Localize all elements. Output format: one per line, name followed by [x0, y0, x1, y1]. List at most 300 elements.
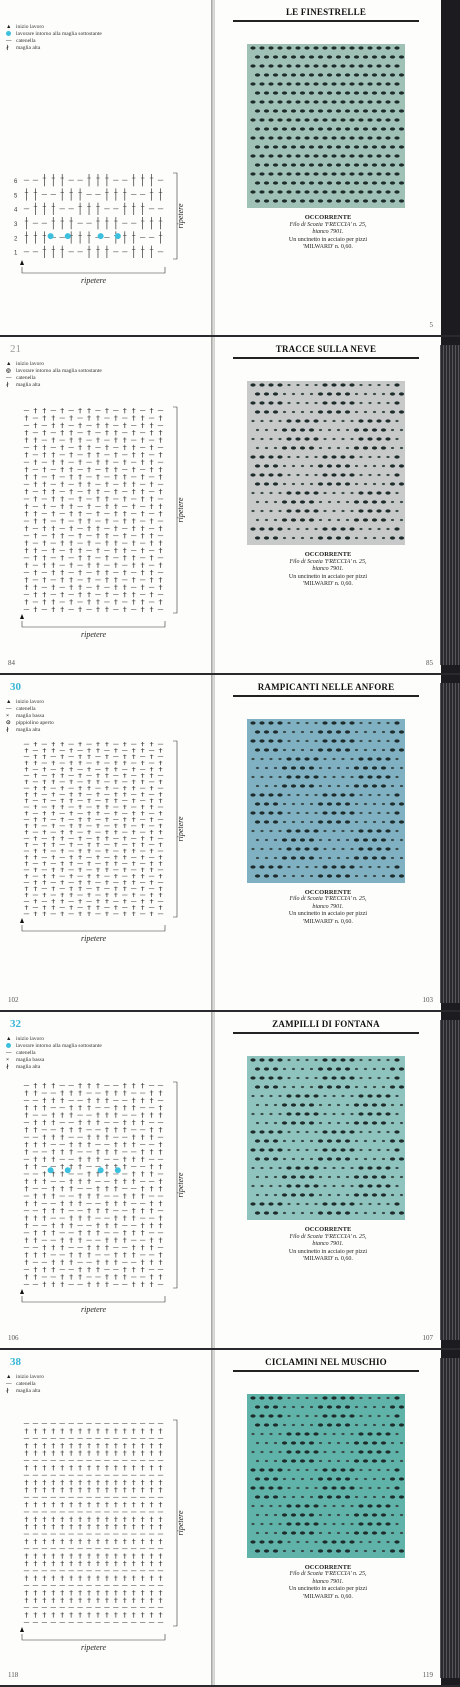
lace-hole: [331, 172, 336, 175]
lace-hole: [323, 1167, 326, 1169]
lace-hole: [354, 163, 359, 166]
lace-hole: [278, 848, 281, 850]
lace-hole: [260, 420, 263, 422]
lace-hole: [349, 474, 354, 477]
lace-hole: [319, 1531, 322, 1533]
lace-hole: [291, 163, 296, 166]
lace-hole: [277, 1468, 282, 1471]
lace-hole: [372, 1441, 377, 1444]
lace-hole: [296, 456, 299, 458]
lace-hole: [323, 848, 326, 850]
lace-hole: [322, 1468, 327, 1471]
lace-hole: [336, 1212, 341, 1215]
lace-hole: [336, 748, 341, 751]
lace-hole: [349, 402, 354, 405]
page-edges: [440, 1358, 460, 1678]
lace-hole: [358, 1095, 363, 1098]
lace-hole: [336, 411, 341, 414]
lace-hole: [301, 1086, 304, 1088]
lace-hole: [282, 127, 287, 130]
lace-hole: [256, 839, 259, 841]
lace-hole: [300, 447, 305, 450]
materials-block: [243, 1564, 413, 1602]
lace-hole: [286, 1167, 291, 1170]
lace-hole: [323, 492, 326, 494]
lace-hole: [328, 1104, 331, 1106]
lace-hole: [268, 1131, 273, 1134]
materials-heading: OCCORRENTE: [304, 1563, 352, 1571]
repeat-label-vertical: ripetere: [176, 497, 185, 523]
lace-hole: [355, 1068, 358, 1070]
lace-hole: [332, 1450, 335, 1452]
lace-hole: [278, 1113, 281, 1115]
lace-hole: [282, 1122, 287, 1125]
lace-hole: [394, 46, 399, 49]
lace-hole: [377, 1131, 380, 1133]
lace-hole: [376, 847, 381, 850]
lace-hole: [367, 1450, 372, 1453]
lace-hole: [350, 438, 353, 440]
lace-hole: [394, 172, 399, 175]
legend-label: lavorare intorno alla maglia sottostante: [16, 1043, 102, 1050]
lace-hole: [363, 127, 368, 130]
legend-label: inizio lavoro: [16, 1036, 44, 1043]
lace-hole: [286, 829, 291, 832]
lace-hole: [291, 1194, 296, 1197]
lace-hole: [359, 1486, 362, 1488]
lace-hole: [382, 1068, 385, 1070]
swatch-svg: [247, 44, 405, 208]
lace-hole: [301, 465, 304, 467]
lace-hole: [345, 483, 350, 486]
lace-hole: [394, 739, 399, 742]
lace-hole: [327, 537, 332, 540]
materials-block: [243, 214, 413, 252]
lace-hole: [355, 1549, 358, 1551]
lace-hole: [355, 731, 358, 733]
lace-hole: [273, 874, 278, 877]
lace-hole: [337, 1513, 340, 1515]
lace-hole: [295, 829, 300, 832]
lace-hole: [304, 492, 309, 495]
legend-item: [6, 1388, 44, 1395]
lace-hole: [399, 181, 404, 184]
lace-hole: [349, 118, 354, 121]
lace-hole: [310, 1140, 313, 1142]
lace-hole: [368, 740, 371, 742]
lace-hole: [390, 91, 395, 94]
lace-hole: [256, 1441, 259, 1443]
lace-hole: [305, 1414, 308, 1416]
crochet-chart: [14, 1074, 187, 1314]
lace-hole: [318, 483, 323, 486]
lace-hole: [259, 1540, 264, 1543]
lace-hole: [268, 46, 273, 49]
lace-hole: [295, 1522, 300, 1525]
lace-hole: [332, 1185, 335, 1187]
lace-hole: [367, 64, 372, 67]
lace-hole: [368, 1203, 371, 1205]
left-page-number: 84: [8, 658, 15, 667]
lace-hole: [367, 438, 372, 441]
lace-hole: [264, 730, 269, 733]
lace-hole: [274, 857, 277, 859]
lace-hole: [304, 118, 309, 121]
lace-hole: [395, 1522, 398, 1524]
lace-hole: [368, 866, 371, 868]
lace-hole: [377, 1468, 380, 1470]
lace-hole: [292, 821, 295, 823]
lace-hole: [301, 393, 304, 395]
lace-hole: [264, 145, 269, 148]
lace-hole: [295, 847, 300, 850]
lace-hole: [376, 172, 381, 175]
lace-hole: [313, 136, 318, 139]
lace-hole: [255, 393, 260, 396]
lace-hole: [259, 865, 264, 868]
lace-hole: [390, 1477, 395, 1480]
left-page: [0, 1350, 212, 1685]
lace-hole: [268, 82, 273, 85]
lace-hole: [382, 465, 385, 467]
lace-hole: [355, 411, 358, 413]
lace-hole: [364, 1086, 367, 1088]
lace-hole: [350, 830, 353, 832]
lace-hole: [277, 1540, 282, 1543]
lace-hole: [269, 420, 272, 422]
lace-hole: [346, 1194, 349, 1196]
lace-hole: [350, 1185, 353, 1187]
lace-hole: [291, 856, 296, 859]
lace-hole: [331, 739, 336, 742]
materials-line: Filo di Scozia 'FRECCIA' n. 25,: [289, 1233, 367, 1240]
lace-hole: [304, 46, 309, 49]
lace-hole: [304, 438, 309, 441]
lace-hole: [340, 136, 345, 139]
lace-hole: [322, 118, 327, 121]
lace-hole: [314, 528, 317, 530]
lace-hole: [269, 1450, 272, 1452]
lace-hole: [313, 492, 318, 495]
lace-hole: [382, 483, 385, 485]
lace-hole: [323, 1504, 326, 1506]
lace-hole: [305, 1149, 308, 1151]
lace-hole: [373, 1140, 376, 1142]
lace-hole: [291, 127, 296, 130]
lace-hole: [340, 46, 345, 49]
lace-hole: [318, 55, 323, 58]
lace-hole: [391, 1441, 394, 1443]
lace-hole: [310, 803, 313, 805]
lace-hole: [327, 199, 332, 202]
lace-hole: [323, 1522, 326, 1524]
lace-hole: [259, 1149, 264, 1152]
lace-hole: [250, 865, 255, 868]
lace-hole: [264, 55, 269, 58]
lace-hole: [291, 429, 296, 432]
lace-hole: [358, 1167, 363, 1170]
lace-hole: [345, 1212, 350, 1215]
lace-hole: [260, 510, 263, 512]
legend-symbol: ∤: [6, 382, 9, 389]
lace-hole: [399, 393, 404, 396]
legend-item: [6, 1374, 44, 1381]
lace-hole: [251, 1185, 254, 1187]
lace-hole: [318, 465, 323, 468]
lace-hole: [265, 767, 268, 769]
lace-hole: [323, 776, 326, 778]
row-number: 6: [14, 179, 18, 186]
lace-hole: [309, 1459, 314, 1462]
lace-hole: [349, 82, 354, 85]
lace-hole: [373, 749, 376, 751]
legend-item: [6, 361, 102, 368]
lace-hole: [332, 758, 335, 760]
lace-hole: [346, 1176, 349, 1178]
left-page: [0, 1012, 212, 1347]
lace-hole: [390, 55, 395, 58]
lace-hole: [304, 1522, 309, 1525]
lace-hole: [376, 1185, 381, 1188]
lace-hole: [381, 519, 386, 522]
lace-swatch-photo: [247, 1056, 405, 1220]
legend-label: catenella: [16, 705, 36, 712]
legend-item: [6, 1381, 44, 1388]
lace-hole: [363, 1176, 368, 1179]
lace-hole: [259, 474, 264, 477]
lace-hole: [305, 1486, 308, 1488]
lace-hole: [260, 1185, 263, 1187]
lace-hole: [286, 118, 291, 121]
lace-hole: [394, 1059, 399, 1062]
lace-hole: [337, 1194, 340, 1196]
lace-hole: [274, 1513, 277, 1515]
lace-hole: [318, 127, 323, 130]
lace-hole: [304, 82, 309, 85]
lace-hole: [292, 1086, 295, 1088]
lace-hole: [322, 528, 327, 531]
lace-hole: [350, 848, 353, 850]
lace-hole: [400, 1531, 403, 1533]
lace-hole: [318, 1140, 323, 1143]
lace-hole: [282, 766, 287, 769]
lace-hole: [373, 1212, 376, 1214]
lace-hole: [337, 501, 340, 503]
lace-hole: [286, 1504, 291, 1507]
lace-hole: [301, 1477, 304, 1479]
lace-hole: [358, 1432, 363, 1435]
lace-hole: [322, 1131, 327, 1134]
lace-hole: [318, 1086, 323, 1089]
lace-hole: [314, 384, 317, 386]
lace-hole: [367, 510, 372, 513]
legend-symbol: ∤: [6, 1387, 9, 1394]
lace-hole: [381, 109, 386, 112]
lace-hole: [269, 438, 272, 440]
lace-hole: [277, 811, 282, 814]
lace-hole: [255, 145, 260, 148]
lace-hole: [287, 866, 290, 868]
lace-hole: [277, 1414, 282, 1417]
lace-hole: [399, 55, 404, 58]
lace-hole: [391, 519, 394, 521]
lace-hole: [345, 145, 350, 148]
lace-hole: [256, 1194, 259, 1196]
lace-hole: [394, 1203, 399, 1206]
lace-hole: [386, 1149, 389, 1151]
lace-hole: [363, 73, 368, 76]
legend-symbol: —: [6, 375, 12, 382]
materials-line: Un uncinetto in acciaio per pizzi: [288, 1586, 368, 1593]
lace-hole: [250, 811, 255, 814]
lace-hole: [251, 776, 254, 778]
lace-hole: [255, 199, 260, 202]
lace-hole: [350, 1095, 353, 1097]
lace-hole: [295, 1504, 300, 1507]
lace-hole: [358, 172, 363, 175]
lace-hole: [260, 1432, 263, 1434]
lace-hole: [304, 829, 309, 832]
lace-hole: [367, 757, 372, 760]
lace-hole: [265, 447, 268, 449]
lace-hole: [376, 100, 381, 103]
lace-hole: [287, 456, 290, 458]
lace-hole: [328, 501, 331, 503]
lace-hole: [376, 1167, 381, 1170]
lace-hole: [386, 1059, 389, 1061]
lace-hole: [310, 1212, 313, 1214]
lace-hole: [341, 776, 344, 778]
left-page: [0, 337, 212, 672]
lace-hole: [328, 1441, 331, 1443]
lace-hole: [368, 456, 371, 458]
lace-hole: [295, 46, 300, 49]
lace-hole: [377, 1486, 380, 1488]
lace-hole: [259, 721, 264, 724]
lace-hole: [363, 1459, 368, 1462]
lace-hole: [273, 537, 278, 540]
lace-hole: [381, 55, 386, 58]
lace-hole: [273, 1495, 278, 1498]
lace-hole: [268, 172, 273, 175]
lace-hole: [390, 73, 395, 76]
lace-hole: [331, 1540, 336, 1543]
lace-hole: [355, 1423, 358, 1425]
lace-hole: [283, 1423, 286, 1425]
lace-hole: [322, 1540, 327, 1543]
lace-hole: [322, 402, 327, 405]
legend-label: inizio lavoro: [16, 698, 44, 705]
lace-hole: [283, 1405, 286, 1407]
lace-hole: [250, 474, 255, 477]
lace-hole: [255, 91, 260, 94]
lace-hole: [309, 519, 314, 522]
lace-hole: [256, 1176, 259, 1178]
repeat-bracket: [22, 267, 165, 273]
lace-hole: [350, 758, 353, 760]
lace-hole: [295, 438, 300, 441]
lace-hole: [300, 199, 305, 202]
lace-hole: [354, 199, 359, 202]
book-spread: [0, 0, 460, 335]
legend-label: maglia alta: [16, 726, 41, 733]
lace-hole: [305, 794, 308, 796]
legend-item: [6, 368, 102, 375]
lace-hole: [400, 1194, 403, 1196]
lace-hole: [336, 537, 341, 540]
right-page: [214, 675, 441, 1010]
lace-hole: [394, 1077, 399, 1080]
lace-hole: [385, 1167, 390, 1170]
lace-hole: [251, 1450, 254, 1452]
lace-hole: [273, 820, 278, 823]
lace-hole: [259, 82, 264, 85]
lace-hole: [296, 1149, 299, 1151]
lace-hole: [345, 199, 350, 202]
lace-hole: [394, 384, 399, 387]
lace-hole: [264, 1212, 269, 1215]
lace-hole: [363, 91, 368, 94]
legend-label: maglia bassa: [16, 1057, 45, 1064]
lace-hole: [399, 820, 404, 823]
lace-hole: [278, 830, 281, 832]
lace-hole: [327, 163, 332, 166]
lace-hole: [349, 1540, 354, 1543]
lace-hole: [391, 1513, 394, 1515]
lace-hole: [296, 1203, 299, 1205]
lace-hole: [367, 100, 372, 103]
lace-hole: [376, 492, 381, 495]
lace-hole: [391, 1104, 394, 1106]
lace-hole: [256, 1513, 259, 1515]
lace-hole: [368, 528, 371, 530]
legend-label: catenella: [16, 1050, 36, 1057]
lace-hole: [264, 748, 269, 751]
lace-hole: [327, 145, 332, 148]
lace-hole: [381, 1459, 386, 1462]
lace-hole: [391, 429, 394, 431]
lace-hole: [283, 749, 286, 751]
lace-hole: [372, 199, 377, 202]
lace-hole: [273, 199, 278, 202]
lace-hole: [269, 1113, 272, 1115]
lace-hole: [300, 1441, 305, 1444]
lace-hole: [304, 136, 309, 139]
lace-hole: [354, 1441, 359, 1444]
lace-hole: [251, 1113, 254, 1115]
lace-hole: [256, 1531, 259, 1533]
lace-hole: [367, 1167, 372, 1170]
lace-hole: [274, 429, 277, 431]
lace-hole: [376, 420, 381, 423]
lace-hole: [381, 501, 386, 504]
lace-hole: [364, 875, 367, 877]
lace-hole: [319, 1441, 322, 1443]
legend-item: [6, 31, 102, 38]
lace-hole: [277, 474, 282, 477]
lace-hole: [355, 1495, 358, 1497]
lace-hole: [364, 1477, 367, 1479]
lace-hole: [364, 411, 367, 413]
lace-hole: [309, 145, 314, 148]
lace-hole: [373, 1495, 376, 1497]
lace-hole: [331, 528, 336, 531]
lace-hole: [264, 1158, 269, 1161]
lace-hole: [250, 1131, 255, 1134]
lace-hole: [399, 748, 404, 751]
lace-hole: [274, 1122, 277, 1124]
lace-hole: [264, 109, 269, 112]
